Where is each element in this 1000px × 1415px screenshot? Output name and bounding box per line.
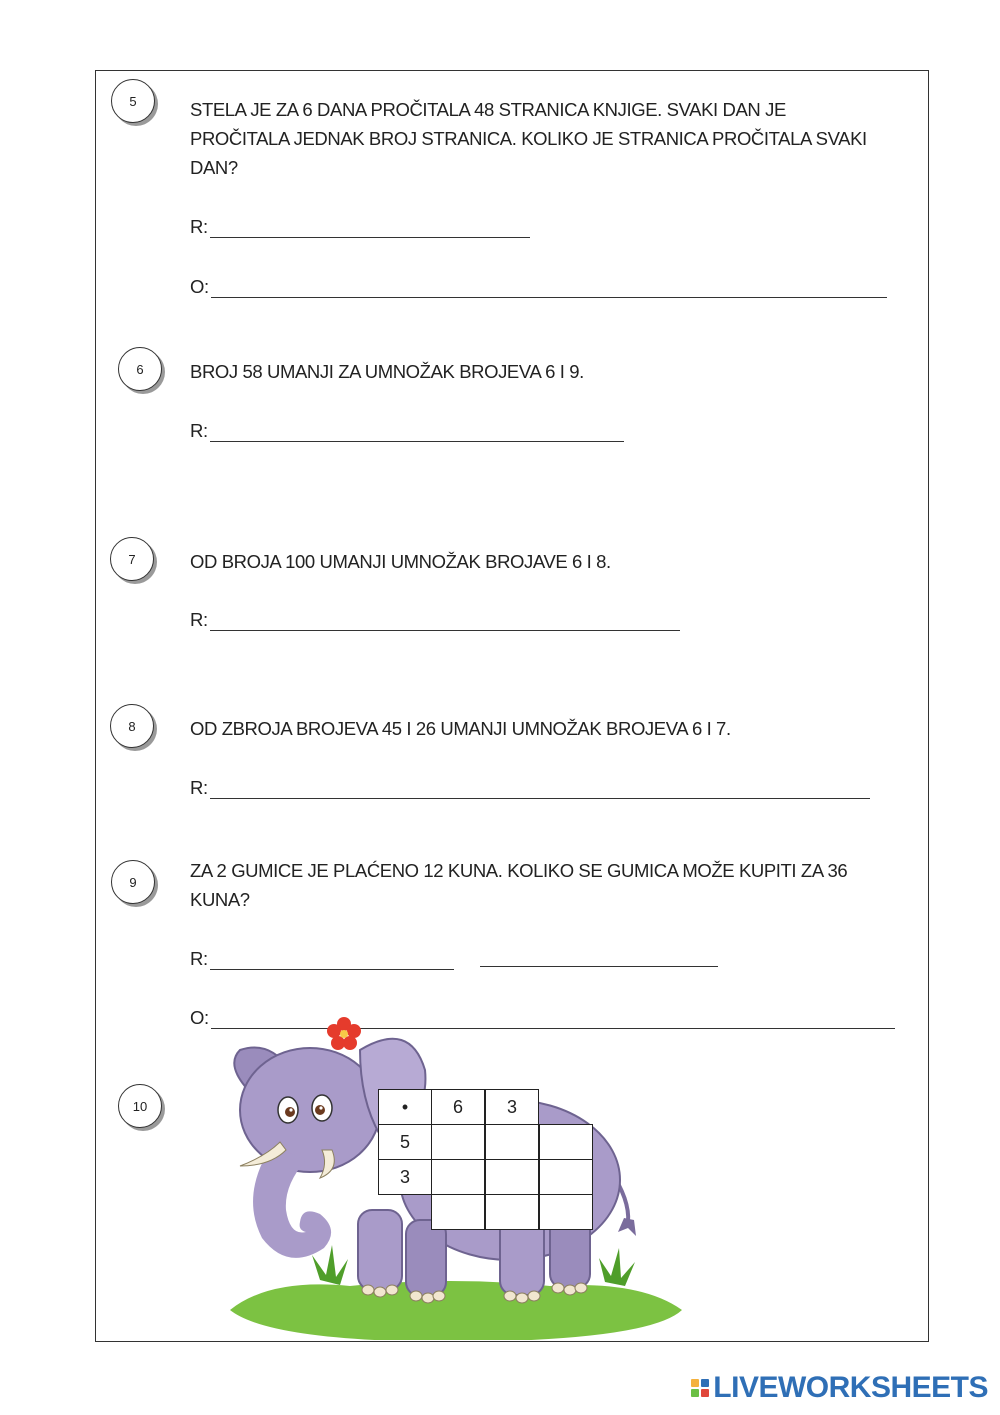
table-answer-cell[interactable]	[485, 1159, 539, 1195]
r-label: R:	[190, 420, 208, 441]
table-top-header-3: 3	[485, 1089, 539, 1125]
answer-line[interactable]	[211, 283, 887, 298]
task-9-text	[190, 856, 847, 914]
task-8-text: OD ZBROJA BROJEVA 45 I 26 UMANJI UMNOŽAK BROJEVA 6 I 7.	[190, 718, 731, 739]
task-number-badge-9: 9	[111, 860, 155, 904]
o-label: O:	[190, 1007, 209, 1028]
task-7-text: OD BROJA 100 UMANJI UMNOŽAK BROJAVE 6 I 8.	[190, 551, 611, 572]
table-left-header-3: 3	[378, 1159, 432, 1195]
task-5-o-answer[interactable]	[190, 276, 887, 298]
logo-text: LIVEWORKSHEETS	[713, 1371, 988, 1404]
logo-mark-icon	[691, 1379, 709, 1397]
table-answer-cell[interactable]	[431, 1194, 485, 1230]
liveworksheets-logo	[691, 1371, 988, 1405]
task-8-r-answer[interactable]	[190, 777, 870, 799]
table-answer-cell[interactable]	[539, 1159, 593, 1195]
task-number-badge-7: 7	[110, 537, 154, 581]
task-number-badge-5: 5	[111, 79, 155, 123]
task-6-r-answer[interactable]	[190, 420, 624, 442]
table-answer-cell[interactable]	[485, 1194, 539, 1230]
task-number-badge-10: 10	[118, 1084, 162, 1128]
task-number-badge-6: 6	[118, 347, 162, 391]
task-5-line-1: STELA JE ZA 6 DANA PROČITALA 48 STRANICA KNJIGE. SVAKI DAN JE	[190, 99, 786, 120]
task-7-r-answer[interactable]	[190, 609, 680, 631]
r-label: R:	[190, 609, 208, 630]
table-answer-cell[interactable]	[431, 1124, 485, 1160]
task-5-r-answer[interactable]	[190, 216, 530, 238]
task-5-text	[190, 95, 867, 182]
table-answer-cell[interactable]	[431, 1159, 485, 1195]
task-9-line-2: KUNA?	[190, 889, 250, 910]
task-9-second-answer-line[interactable]	[480, 965, 718, 967]
grass-tuft-right	[599, 1248, 635, 1286]
task-6-text: BROJ 58 UMANJI ZA UMNOŽAK BROJEVA 6 I 9.	[190, 361, 584, 382]
answer-line[interactable]	[210, 427, 624, 442]
flower-icon	[327, 1017, 361, 1050]
r-label: R:	[190, 948, 208, 969]
grass-patch	[230, 1281, 682, 1340]
table-left-header-5: 5	[378, 1124, 432, 1160]
r-label: R:	[190, 777, 208, 798]
table-answer-cell[interactable]	[539, 1194, 593, 1230]
elephant-head	[240, 1048, 380, 1172]
answer-line[interactable]	[210, 223, 530, 238]
table-answer-cell[interactable]	[485, 1124, 539, 1160]
answer-line[interactable]	[210, 616, 680, 631]
table-top-header-6: 6	[431, 1089, 485, 1125]
r-label: R:	[190, 216, 208, 237]
task-number-badge-8: 8	[110, 704, 154, 748]
task-9-line-1: ZA 2 GUMICE JE PLAĆENO 12 KUNA. KOLIKO SE GUMICA MOŽE KUPITI ZA 36	[190, 860, 848, 881]
answer-line[interactable]	[210, 955, 454, 970]
o-label: O:	[190, 276, 209, 297]
task-5-line-2: PROČITALA JEDNAK BROJ STRANICA. KOLIKO JE STRANICA PROČITALA SVAKI	[190, 128, 867, 149]
table-operator-cell: •	[378, 1089, 432, 1125]
task-5-line-3: DAN?	[190, 157, 238, 178]
table-answer-cell[interactable]	[539, 1124, 593, 1160]
answer-line[interactable]	[210, 784, 870, 799]
task-9-r-answer[interactable]	[190, 948, 454, 970]
